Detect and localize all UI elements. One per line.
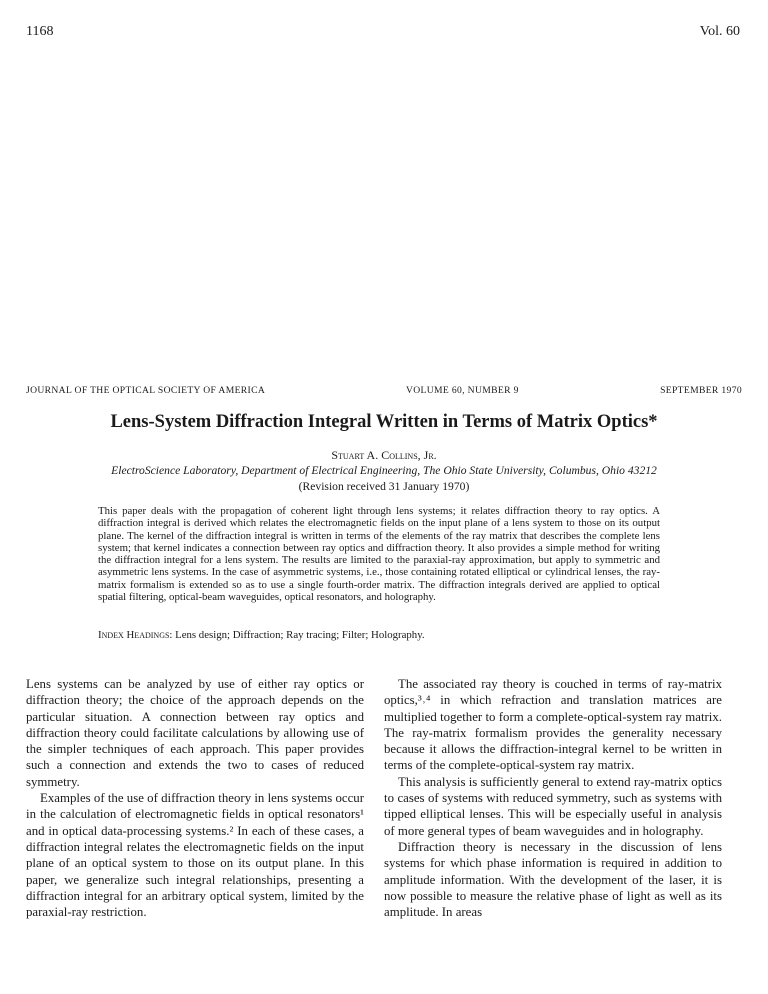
index-headings bbox=[98, 629, 660, 641]
index-headings-terms: Lens design; Diffraction; Ray tracing; Filter; Holography. bbox=[175, 629, 425, 641]
issue-number: VOLUME 60, NUMBER 9 bbox=[406, 385, 519, 396]
page-number: 1168 bbox=[26, 24, 54, 39]
issue-date: SEPTEMBER 1970 bbox=[660, 385, 742, 396]
paper-title: Lens-System Diffraction Integral Written in Terms of Matrix Optics* bbox=[110, 412, 658, 432]
journal-name: JOURNAL OF THE OPTICAL SOCIETY OF AMERICA bbox=[26, 385, 266, 396]
index-headings-label: Index Headings: bbox=[98, 629, 173, 641]
body-paragraph: This analysis is sufficiently general to extend ray-matrix optics to cases of systems with reduced symmetry, such as systems with tipped elliptical lenses. This will be especially useful in analysis of more general types of beam waveguides and in holography. bbox=[384, 774, 722, 838]
body-paragraph: Examples of the use of diffraction theory in lens systems occur in the calculation of electromagnetic fields in optical resonators¹ and in optical data-processing systems.² In each of these cases, a diffraction integral relates the electromagnetic fields on the input plane of an optical system to those on its output plane. In this paper, we generalize such integral relationships, presenting a diffraction integral for an arbitrary optical system, limited by the paraxial-ray restriction. bbox=[26, 791, 364, 920]
body-left-column bbox=[26, 676, 364, 920]
body-paragraph: The associated ray theory is couched in terms of ray-matrix optics,³˒⁴ in which refraction and translation matrices are multiplied together to form a complete-optical-system ray matrix. The ray-matrix formalism provides the generality necessary because it allows the diffraction-integral kernel to be written in terms of the complete-optical-system ray matrix. bbox=[384, 677, 722, 773]
author: Stuart A. Collins, Jr. bbox=[331, 448, 437, 462]
body-right-column bbox=[384, 676, 722, 920]
abstract: This paper deals with the propagation of coherent light through lens systems; it relates diffraction theory to ray optics. A diffraction integral is derived which relates the electromagnetic fields on the input plane of a lens system to those on its output plane. The kernel of the diffraction integral is written in terms of the elements of the ray matrix that describes the complete lens system; that kernel indicates a connection between ray optics and diffraction theory. It also provides a simple method for writing the diffraction integral for a lens system. The results are limited to the paraxial-ray approximation, but apply to symmetric and asymmetric lens systems. In the case of asymmetric systems, i.e., those containing rotated elliptical or cylindrical lenses, the ray-matrix formalism is extended so as to use a single fourth-order matrix. The diffraction integrals derived are applied to optical spatial filtering, optical-beam waveguides, optical resonators, and holography. bbox=[98, 505, 660, 604]
body-paragraph: Lens systems can be analyzed by use of either ray optics or diffraction theory; the choice of the approach depends on the particular situation. A connection between ray optics and diffraction theory could facilitate calculations by allowing use of the simpler techniques of each approach. This paper provides such a connection and extends the two to cases of reduced symmetry. bbox=[26, 677, 364, 789]
volume-label: Vol. 60 bbox=[699, 24, 740, 39]
revision-date: (Revision received 31 January 1970) bbox=[298, 480, 470, 493]
body-paragraph: Diffraction theory is necessary in the discussion of lens systems for which phase information is required in addition to amplitude information. With the development of the laser, it is now possible to measure the relative phase of light as well as its amplitude. In areas bbox=[384, 839, 722, 920]
affiliation: ElectroScience Laboratory, Department of Electrical Engineering, The Ohio State University, Columbus, Ohio 43212 bbox=[111, 464, 657, 477]
